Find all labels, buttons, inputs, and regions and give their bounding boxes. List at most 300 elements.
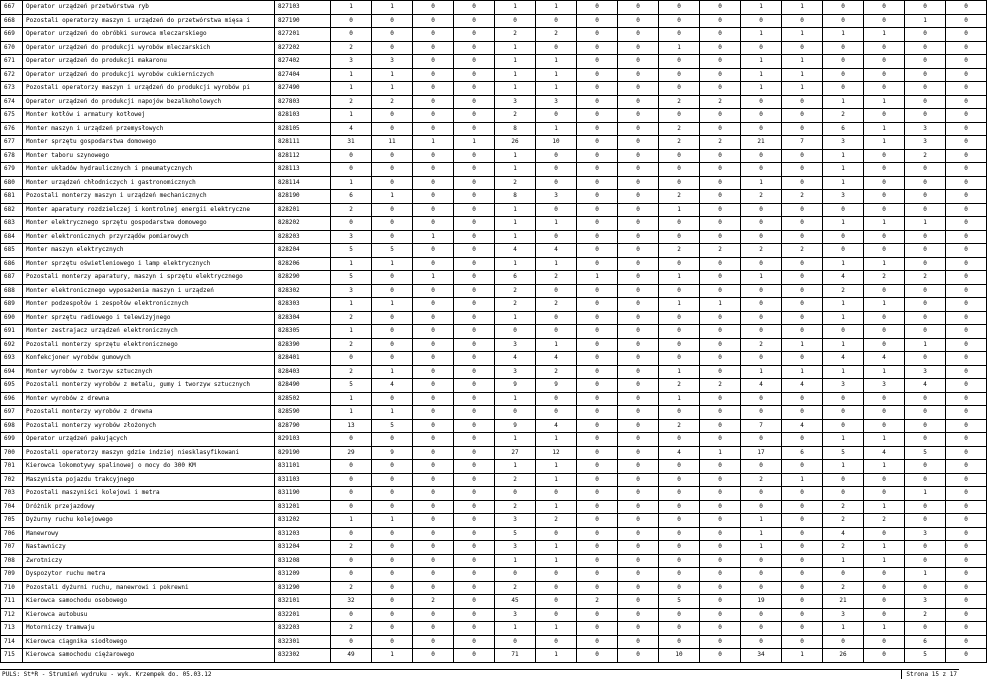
value-cell: 0: [618, 500, 659, 514]
row-number: 710: [1, 581, 23, 595]
value-cell: 0: [454, 311, 495, 325]
value-cell: 3: [905, 527, 946, 541]
value-cell: 3: [495, 95, 536, 109]
occupation-name: Operator urządzeń pakujących: [23, 433, 275, 447]
value-cell: 0: [659, 433, 700, 447]
value-cell: 0: [454, 244, 495, 258]
value-cell: 1: [454, 136, 495, 150]
value-cell: 0: [577, 68, 618, 82]
value-cell: 0: [577, 190, 618, 204]
value-cell: 0: [454, 365, 495, 379]
occupation-name: Motorniczy tramwaju: [23, 622, 275, 636]
value-cell: 0: [823, 1, 864, 15]
value-cell: 0: [864, 41, 905, 55]
value-cell: 0: [864, 608, 905, 622]
value-cell: 1: [864, 541, 905, 555]
row-number: 673: [1, 82, 23, 96]
value-cell: 1: [536, 433, 577, 447]
value-cell: 0: [413, 487, 454, 501]
value-cell: 0: [946, 95, 987, 109]
value-cell: 1: [782, 473, 823, 487]
occupation-code: 828201: [275, 203, 331, 217]
value-cell: 1: [741, 527, 782, 541]
occupation-name: Pozostali monterzy wyrobów z drewna: [23, 406, 275, 420]
value-cell: 7: [741, 419, 782, 433]
occupation-name: Monter układów hydraulicznych i pneumatycznych: [23, 163, 275, 177]
value-cell: 0: [454, 257, 495, 271]
value-cell: 0: [454, 514, 495, 528]
value-cell: 0: [905, 41, 946, 55]
value-cell: 1: [659, 365, 700, 379]
value-cell: 1: [577, 271, 618, 285]
value-cell: 0: [864, 244, 905, 258]
occupation-code: 828403: [275, 365, 331, 379]
row-number: 683: [1, 217, 23, 231]
value-cell: 27: [495, 446, 536, 460]
value-cell: 0: [700, 635, 741, 649]
value-cell: 1: [372, 406, 413, 420]
value-cell: 0: [659, 325, 700, 339]
value-cell: 0: [741, 149, 782, 163]
value-cell: 0: [864, 176, 905, 190]
row-number: 675: [1, 109, 23, 123]
occupation-code: 828202: [275, 217, 331, 231]
value-cell: 26: [823, 649, 864, 663]
value-cell: 0: [413, 257, 454, 271]
value-cell: 0: [905, 257, 946, 271]
value-cell: 2: [905, 608, 946, 622]
value-cell: 1: [495, 55, 536, 69]
value-cell: 0: [454, 608, 495, 622]
occupation-code: 828112: [275, 149, 331, 163]
value-cell: 0: [618, 244, 659, 258]
value-cell: 10: [659, 649, 700, 663]
value-cell: 1: [536, 82, 577, 96]
table-row: [1, 1, 987, 15]
value-cell: 0: [413, 379, 454, 393]
value-cell: 0: [413, 473, 454, 487]
row-number: 693: [1, 352, 23, 366]
value-cell: 0: [577, 230, 618, 244]
table-row: [1, 338, 987, 352]
value-cell: 0: [454, 338, 495, 352]
value-cell: 1: [536, 649, 577, 663]
value-cell: 2: [331, 95, 372, 109]
value-cell: 1: [495, 311, 536, 325]
value-cell: 1: [331, 82, 372, 96]
occupation-name: Maszynista pojazdu trakcyjnego: [23, 473, 275, 487]
value-cell: 0: [618, 95, 659, 109]
value-cell: 0: [905, 298, 946, 312]
value-cell: 0: [413, 338, 454, 352]
value-cell: 0: [946, 203, 987, 217]
value-cell: 2: [331, 622, 372, 636]
value-cell: 0: [782, 203, 823, 217]
value-cell: 5: [372, 244, 413, 258]
table-row: [1, 622, 987, 636]
value-cell: 0: [905, 230, 946, 244]
value-cell: 21: [741, 136, 782, 150]
value-cell: 0: [536, 203, 577, 217]
value-cell: 0: [413, 581, 454, 595]
value-cell: 0: [905, 1, 946, 15]
value-cell: 0: [741, 284, 782, 298]
value-cell: 0: [905, 352, 946, 366]
row-number: 671: [1, 55, 23, 69]
value-cell: 0: [659, 514, 700, 528]
value-cell: 0: [577, 392, 618, 406]
value-cell: 0: [536, 149, 577, 163]
value-cell: 0: [454, 622, 495, 636]
value-cell: 0: [782, 581, 823, 595]
table-row: [1, 406, 987, 420]
value-cell: 0: [454, 28, 495, 42]
value-cell: 0: [618, 446, 659, 460]
value-cell: 0: [700, 406, 741, 420]
value-cell: 0: [454, 176, 495, 190]
value-cell: 0: [618, 365, 659, 379]
value-cell: 1: [413, 271, 454, 285]
value-cell: 0: [659, 14, 700, 28]
value-cell: 1: [536, 55, 577, 69]
value-cell: 0: [782, 352, 823, 366]
value-cell: 1: [495, 1, 536, 15]
value-cell: 0: [659, 581, 700, 595]
value-cell: 0: [618, 28, 659, 42]
value-cell: 0: [454, 392, 495, 406]
value-cell: 1: [864, 460, 905, 474]
occupation-name: Monter zestrajacz urządzeń elektronicznych: [23, 325, 275, 339]
value-cell: 0: [577, 95, 618, 109]
value-cell: 0: [372, 460, 413, 474]
value-cell: 1: [823, 338, 864, 352]
value-cell: 0: [618, 311, 659, 325]
value-cell: 3: [536, 95, 577, 109]
value-cell: 0: [946, 622, 987, 636]
value-cell: 0: [372, 581, 413, 595]
value-cell: 2: [659, 379, 700, 393]
value-cell: 0: [618, 595, 659, 609]
value-cell: 1: [372, 68, 413, 82]
value-cell: 0: [618, 554, 659, 568]
value-cell: 1: [782, 1, 823, 15]
row-number: 708: [1, 554, 23, 568]
value-cell: 0: [454, 163, 495, 177]
value-cell: 0: [700, 325, 741, 339]
value-cell: 5: [372, 419, 413, 433]
value-cell: 0: [741, 635, 782, 649]
value-cell: 0: [741, 568, 782, 582]
table-row: [1, 244, 987, 258]
table-row: [1, 163, 987, 177]
value-cell: 0: [577, 487, 618, 501]
value-cell: 0: [618, 352, 659, 366]
value-cell: 0: [454, 109, 495, 123]
occupation-name: Manewrowy: [23, 527, 275, 541]
value-cell: 5: [659, 595, 700, 609]
occupation-name: Monter kotłów i armatury kotłowej: [23, 109, 275, 123]
value-cell: 0: [700, 581, 741, 595]
value-cell: 0: [413, 392, 454, 406]
value-cell: 1: [741, 514, 782, 528]
row-number: 682: [1, 203, 23, 217]
value-cell: 0: [782, 176, 823, 190]
occupation-name: Operator urządzeń do produkcji makaronu: [23, 55, 275, 69]
value-cell: 1: [659, 392, 700, 406]
value-cell: 0: [659, 109, 700, 123]
value-cell: 0: [372, 217, 413, 231]
value-cell: 0: [700, 28, 741, 42]
value-cell: 0: [700, 163, 741, 177]
table-row: [1, 419, 987, 433]
occupation-code: 831101: [275, 460, 331, 474]
value-cell: 0: [413, 325, 454, 339]
value-cell: 32: [331, 595, 372, 609]
value-cell: 0: [782, 109, 823, 123]
table-row: [1, 68, 987, 82]
value-cell: 0: [741, 352, 782, 366]
table-row: [1, 149, 987, 163]
value-cell: 0: [700, 14, 741, 28]
value-cell: 0: [413, 95, 454, 109]
value-cell: 0: [372, 433, 413, 447]
value-cell: 4: [536, 352, 577, 366]
value-cell: 2: [495, 298, 536, 312]
value-cell: 1: [823, 257, 864, 271]
value-cell: 0: [618, 82, 659, 96]
row-number: 681: [1, 190, 23, 204]
value-cell: 0: [823, 14, 864, 28]
value-cell: 0: [946, 608, 987, 622]
value-cell: 1: [864, 122, 905, 136]
value-cell: 3: [536, 190, 577, 204]
value-cell: 0: [782, 14, 823, 28]
value-cell: 0: [618, 68, 659, 82]
value-cell: 0: [700, 149, 741, 163]
value-cell: 0: [372, 500, 413, 514]
value-cell: 0: [618, 406, 659, 420]
occupation-code: 827201: [275, 28, 331, 42]
value-cell: 0: [618, 514, 659, 528]
value-cell: 0: [946, 41, 987, 55]
row-number: 686: [1, 257, 23, 271]
value-cell: 0: [618, 190, 659, 204]
value-cell: 0: [372, 352, 413, 366]
value-cell: 10: [536, 136, 577, 150]
occupation-name: Pozostali dyżurni ruchu, manewrowi i pokrewni: [23, 581, 275, 595]
value-cell: 0: [454, 203, 495, 217]
value-cell: 0: [700, 82, 741, 96]
value-cell: 0: [864, 406, 905, 420]
value-cell: 17: [741, 446, 782, 460]
value-cell: 1: [331, 392, 372, 406]
table-row: [1, 568, 987, 582]
value-cell: 0: [454, 379, 495, 393]
occupation-name: Monter aparatury rozdzielczej i kontrolnej energii elektryczne: [23, 203, 275, 217]
value-cell: 0: [864, 487, 905, 501]
value-cell: 0: [700, 271, 741, 285]
occupation-code: 828390: [275, 338, 331, 352]
value-cell: 0: [905, 325, 946, 339]
occupation-name: Monter podzespołów i zespołów elektronicznych: [23, 298, 275, 312]
value-cell: 1: [536, 217, 577, 231]
value-cell: 6: [905, 635, 946, 649]
value-cell: 6: [495, 271, 536, 285]
value-cell: 0: [372, 527, 413, 541]
value-cell: 0: [946, 419, 987, 433]
table-row: [1, 203, 987, 217]
occupation-code: 828203: [275, 230, 331, 244]
table-row: [1, 446, 987, 460]
value-cell: 0: [782, 595, 823, 609]
occupation-code: 831208: [275, 554, 331, 568]
value-cell: 0: [823, 487, 864, 501]
value-cell: 2: [495, 500, 536, 514]
value-cell: 0: [700, 622, 741, 636]
value-cell: 1: [659, 203, 700, 217]
row-number: 674: [1, 95, 23, 109]
value-cell: 3: [905, 365, 946, 379]
value-cell: 7: [782, 136, 823, 150]
value-cell: 2: [823, 514, 864, 528]
value-cell: 0: [700, 460, 741, 474]
value-cell: 0: [864, 14, 905, 28]
value-cell: 1: [823, 311, 864, 325]
value-cell: 1: [536, 554, 577, 568]
value-cell: 0: [946, 311, 987, 325]
row-number: 699: [1, 433, 23, 447]
value-cell: 0: [372, 568, 413, 582]
value-cell: 6: [331, 190, 372, 204]
value-cell: 1: [700, 298, 741, 312]
occupation-code: 828502: [275, 392, 331, 406]
value-cell: 3: [372, 55, 413, 69]
value-cell: 0: [864, 311, 905, 325]
table-row: [1, 14, 987, 28]
value-cell: 1: [659, 271, 700, 285]
occupation-name: Monter sprzętu radiowego i telewizyjnego: [23, 311, 275, 325]
value-cell: 0: [700, 352, 741, 366]
occupation-name: Monter elektrycznego sprzętu gospodarstwa domowego: [23, 217, 275, 231]
value-cell: 0: [659, 149, 700, 163]
value-cell: 0: [700, 365, 741, 379]
value-cell: 1: [741, 271, 782, 285]
row-number: 706: [1, 527, 23, 541]
value-cell: 6: [782, 446, 823, 460]
row-number: 703: [1, 487, 23, 501]
value-cell: 2: [823, 500, 864, 514]
value-cell: 3: [331, 230, 372, 244]
value-cell: 0: [413, 190, 454, 204]
value-cell: 0: [741, 230, 782, 244]
table-row: [1, 284, 987, 298]
occupation-code: 827490: [275, 82, 331, 96]
value-cell: 1: [413, 136, 454, 150]
occupation-code: 832301: [275, 635, 331, 649]
value-cell: 0: [905, 311, 946, 325]
value-cell: 0: [413, 419, 454, 433]
occupation-name: Kierowca ciągnika siodłowego: [23, 635, 275, 649]
occupation-code: 828490: [275, 379, 331, 393]
value-cell: 1: [864, 28, 905, 42]
value-cell: 0: [454, 406, 495, 420]
value-cell: 0: [946, 595, 987, 609]
value-cell: 0: [577, 244, 618, 258]
value-cell: 0: [536, 163, 577, 177]
value-cell: 0: [700, 527, 741, 541]
value-cell: 2: [700, 136, 741, 150]
value-cell: 0: [782, 163, 823, 177]
value-cell: 0: [659, 1, 700, 15]
value-cell: 0: [700, 338, 741, 352]
value-cell: 0: [372, 554, 413, 568]
value-cell: 0: [577, 406, 618, 420]
value-cell: 2: [700, 379, 741, 393]
table-row: [1, 635, 987, 649]
value-cell: 0: [454, 55, 495, 69]
value-cell: 4: [782, 379, 823, 393]
value-cell: 1: [823, 433, 864, 447]
value-cell: 1: [864, 500, 905, 514]
value-cell: 0: [946, 365, 987, 379]
value-cell: 12: [536, 446, 577, 460]
value-cell: 0: [495, 487, 536, 501]
value-cell: 0: [577, 298, 618, 312]
value-cell: 0: [905, 541, 946, 555]
value-cell: 0: [741, 41, 782, 55]
value-cell: 0: [782, 271, 823, 285]
value-cell: 0: [577, 149, 618, 163]
value-cell: 0: [741, 298, 782, 312]
value-cell: 1: [372, 190, 413, 204]
value-cell: 0: [577, 41, 618, 55]
value-cell: 1: [905, 217, 946, 231]
value-cell: 0: [659, 460, 700, 474]
value-cell: 0: [618, 568, 659, 582]
occupation-code: 827402: [275, 55, 331, 69]
table-row: [1, 392, 987, 406]
value-cell: 1: [331, 176, 372, 190]
value-cell: 0: [577, 82, 618, 96]
occupation-code: 828302: [275, 284, 331, 298]
value-cell: 0: [946, 163, 987, 177]
value-cell: 0: [946, 514, 987, 528]
value-cell: 0: [372, 203, 413, 217]
value-cell: 0: [946, 122, 987, 136]
value-cell: 0: [864, 190, 905, 204]
value-cell: 0: [536, 635, 577, 649]
value-cell: 0: [454, 527, 495, 541]
value-cell: 0: [413, 527, 454, 541]
value-cell: 0: [659, 163, 700, 177]
value-cell: 0: [413, 284, 454, 298]
occupation-code: 827404: [275, 68, 331, 82]
value-cell: 5: [331, 244, 372, 258]
occupation-code: 827803: [275, 95, 331, 109]
value-cell: 0: [577, 500, 618, 514]
value-cell: 0: [413, 433, 454, 447]
value-cell: 2: [659, 419, 700, 433]
occupation-code: 828290: [275, 271, 331, 285]
value-cell: 0: [413, 203, 454, 217]
value-cell: 0: [372, 392, 413, 406]
value-cell: 0: [782, 622, 823, 636]
occupation-name: Kierowca autobusu: [23, 608, 275, 622]
value-cell: 0: [618, 608, 659, 622]
value-cell: 0: [372, 109, 413, 123]
occupation-code: 828114: [275, 176, 331, 190]
value-cell: 0: [413, 176, 454, 190]
